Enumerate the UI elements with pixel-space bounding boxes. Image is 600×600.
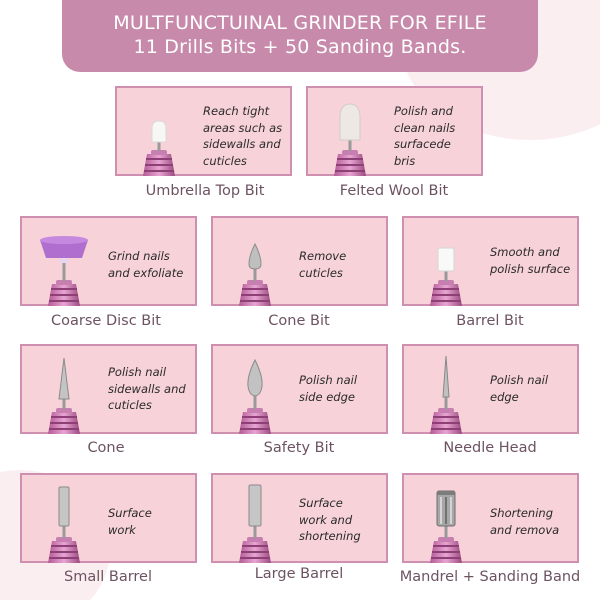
cone-bit-icon xyxy=(225,218,285,306)
card-description: Polish nail sidewalls and cuticles xyxy=(108,365,186,412)
large-barrel-bit-icon xyxy=(225,475,285,563)
item-label: Umbrella Top Bit xyxy=(145,183,265,199)
item-label: Safety Bit xyxy=(263,440,335,456)
item-label: Coarse Disc Bit xyxy=(51,313,161,329)
felt-wool-bit-icon xyxy=(320,88,380,176)
flame-bit-icon xyxy=(225,346,285,434)
white-cylinder-bit-icon xyxy=(129,88,189,176)
card-description: Remove cuticles xyxy=(299,249,347,280)
purple-disc-bit-icon xyxy=(34,218,94,306)
card-description: Polish nail side edge xyxy=(299,373,358,404)
item-label: Mandrel + Sanding Band xyxy=(399,569,581,585)
item-label: Needle Head xyxy=(443,440,537,456)
card-description: Grind nails and exfoliate xyxy=(108,249,184,280)
card-description: Surface work xyxy=(108,506,152,537)
item-label: Cone xyxy=(87,440,125,456)
small-barrel-bit-icon xyxy=(34,475,94,563)
card-safety-bit xyxy=(211,344,388,434)
item-label: Cone Bit xyxy=(268,313,330,329)
card-description: Shortening and remova xyxy=(490,506,560,537)
card-barrel-bit xyxy=(402,216,579,306)
banner-title: MULTFUNCTUINAL GRINDER FOR EFILE xyxy=(113,12,487,34)
card-mandrel-sanding-band xyxy=(402,473,579,563)
item-label: Small Barrel xyxy=(63,569,152,585)
card-description: Reach tight areas such as sidewalls and cuticles xyxy=(203,104,283,168)
card-coarse-disc-bit xyxy=(20,216,197,306)
card-cone xyxy=(20,344,197,434)
card-large-barrel xyxy=(211,473,388,563)
item-label: Barrel Bit xyxy=(456,313,524,329)
white-barrel-bit-icon xyxy=(416,218,476,306)
mandrel-bit-icon xyxy=(416,475,476,563)
needle-bit-icon xyxy=(416,346,476,434)
card-description: Polish nail edge xyxy=(490,373,549,404)
item-label: Felted Wool Bit xyxy=(339,183,449,199)
card-cone-bit xyxy=(211,216,388,306)
banner-subtitle: 11 Drills Bits + 50 Sanding Bands. xyxy=(133,36,467,58)
header-banner xyxy=(62,0,538,72)
card-description: Polish and clean nails surfacede bris xyxy=(394,104,456,168)
card-felted-wool-bit xyxy=(306,86,483,176)
card-needle-head xyxy=(402,344,579,434)
card-description: Surface work and shortening xyxy=(299,496,361,543)
card-umbrella-top-bit xyxy=(115,86,292,176)
long-cone-bit-icon xyxy=(34,346,94,434)
card-description: Smooth and polish surface xyxy=(490,245,571,276)
item-label: Large Barrel xyxy=(254,566,344,582)
card-small-barrel xyxy=(20,473,197,563)
